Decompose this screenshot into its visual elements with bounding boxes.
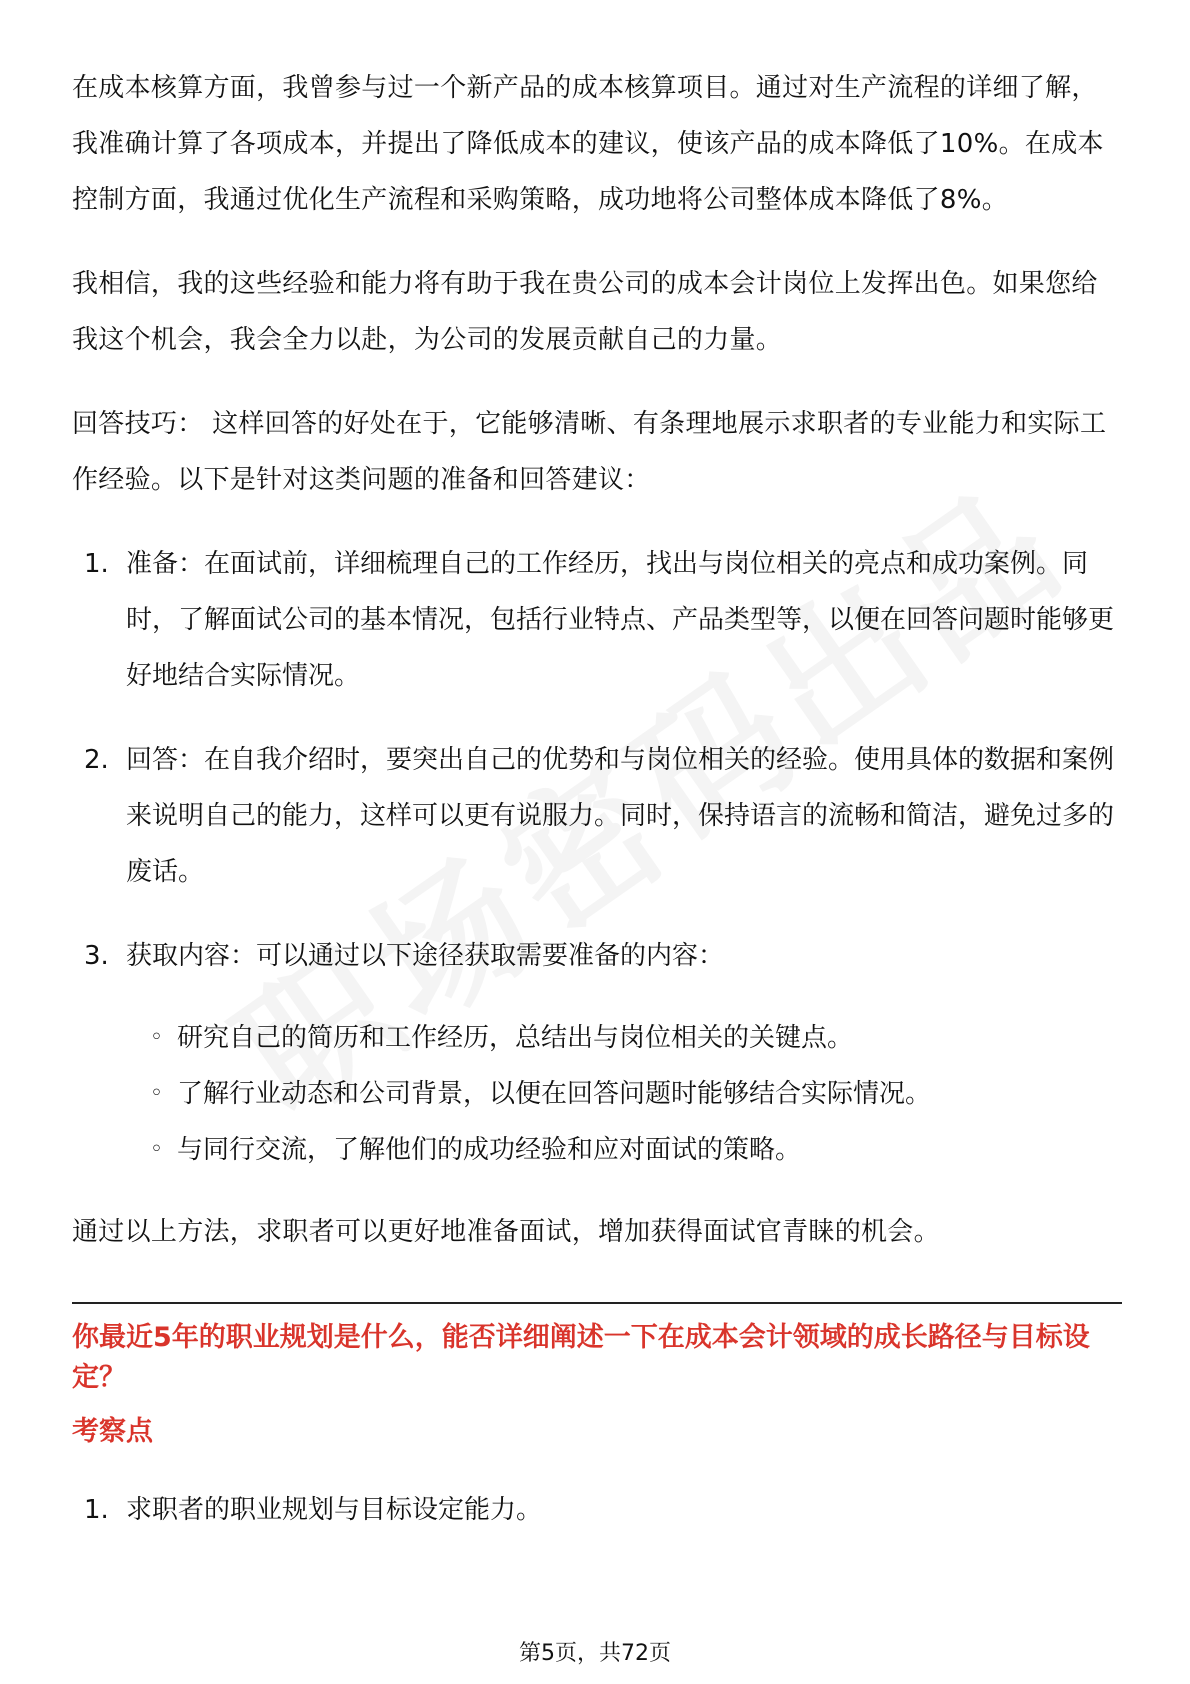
- list-item-text: 获取内容：可以通过以下途径获取需要准备的内容：: [126, 941, 725, 971]
- page-content: [72, 60, 1122, 1538]
- list-item: [72, 536, 1122, 704]
- page-number-footer: 第5页，共72页: [519, 1641, 671, 1666]
- bullet-item: [72, 1122, 1122, 1178]
- list-number: 2.: [84, 745, 109, 775]
- bullet-marker: ◦: [150, 1025, 163, 1050]
- bullet-text: 与同行交流，了解他们的成功经验和应对面试的策略。: [177, 1135, 802, 1165]
- bullet-item: [72, 1010, 1122, 1066]
- bullet-text: 研究自己的简历和工作经历，总结出与岗位相关的关键点。: [177, 1023, 854, 1053]
- list-number: 1.: [84, 1495, 109, 1525]
- list-number: 1.: [84, 549, 109, 579]
- bullet-marker: ◦: [150, 1137, 163, 1162]
- list-item-text: 准备：在面试前，详细梳理自己的工作经历，找出与岗位相关的亮点和成功案例。同时，了解面试公司的基本情况，包括行业特点、产品类型等，以便在回答问题时能够更好地结合实际情况。: [126, 549, 1115, 691]
- list-item-text: 求职者的职业规划与目标设定能力。: [126, 1495, 543, 1525]
- paragraph-conclusion: 通过以上方法，求职者可以更好地准备面试，增加获得面试官青睐的机会。: [72, 1217, 940, 1247]
- sub-bullet-list: [72, 1010, 1122, 1178]
- paragraph-cost-accounting-experience: 在成本核算方面，我曾参与过一个新产品的成本核算项目。通过对生产流程的详细了解，我准确计算了各项成本，并提出了降低成本的建议，使该产品的成本降低了10%。在成本控制方面，我通过优化生产流程和采购策略，成功地将公司整体成本降低了8%。: [72, 73, 1104, 215]
- advice-list: [72, 536, 1122, 984]
- list-item-text: 回答：在自我介绍时，要突出自己的优势和与岗位相关的经验。使用具体的数据和案例来说明自己的能力，这样可以更有说服力。同时，保持语言的流畅和简洁，避免过多的废话。: [126, 745, 1115, 887]
- list-item: [72, 928, 1122, 984]
- bullet-item: [72, 1066, 1122, 1122]
- list-item: [72, 732, 1122, 900]
- question-heading: 你最近5年的职业规划是什么，能否详细阐述一下在成本会计领域的成长路径与目标设定？: [72, 1322, 1090, 1393]
- paragraph-answer-tips: 回答技巧： 这样回答的好处在于，它能够清晰、有条理地展示求职者的专业能力和实际工作经验。以下是针对这类问题的准备和回答建议：: [72, 409, 1107, 495]
- list-item: [72, 1482, 1122, 1538]
- list-number: 3.: [84, 941, 109, 971]
- assessment-points-list: [72, 1482, 1122, 1538]
- assessment-points-heading: 考察点: [72, 1416, 153, 1447]
- bullet-marker: ◦: [150, 1081, 163, 1106]
- bullet-text: 了解行业动态和公司背景，以便在回答问题时能够结合实际情况。: [177, 1079, 932, 1109]
- paragraph-closing-statement: 我相信，我的这些经验和能力将有助于我在贵公司的成本会计岗位上发挥出色。如果您给我这个机会，我会全力以赴，为公司的发展贡献自己的力量。: [72, 269, 1098, 355]
